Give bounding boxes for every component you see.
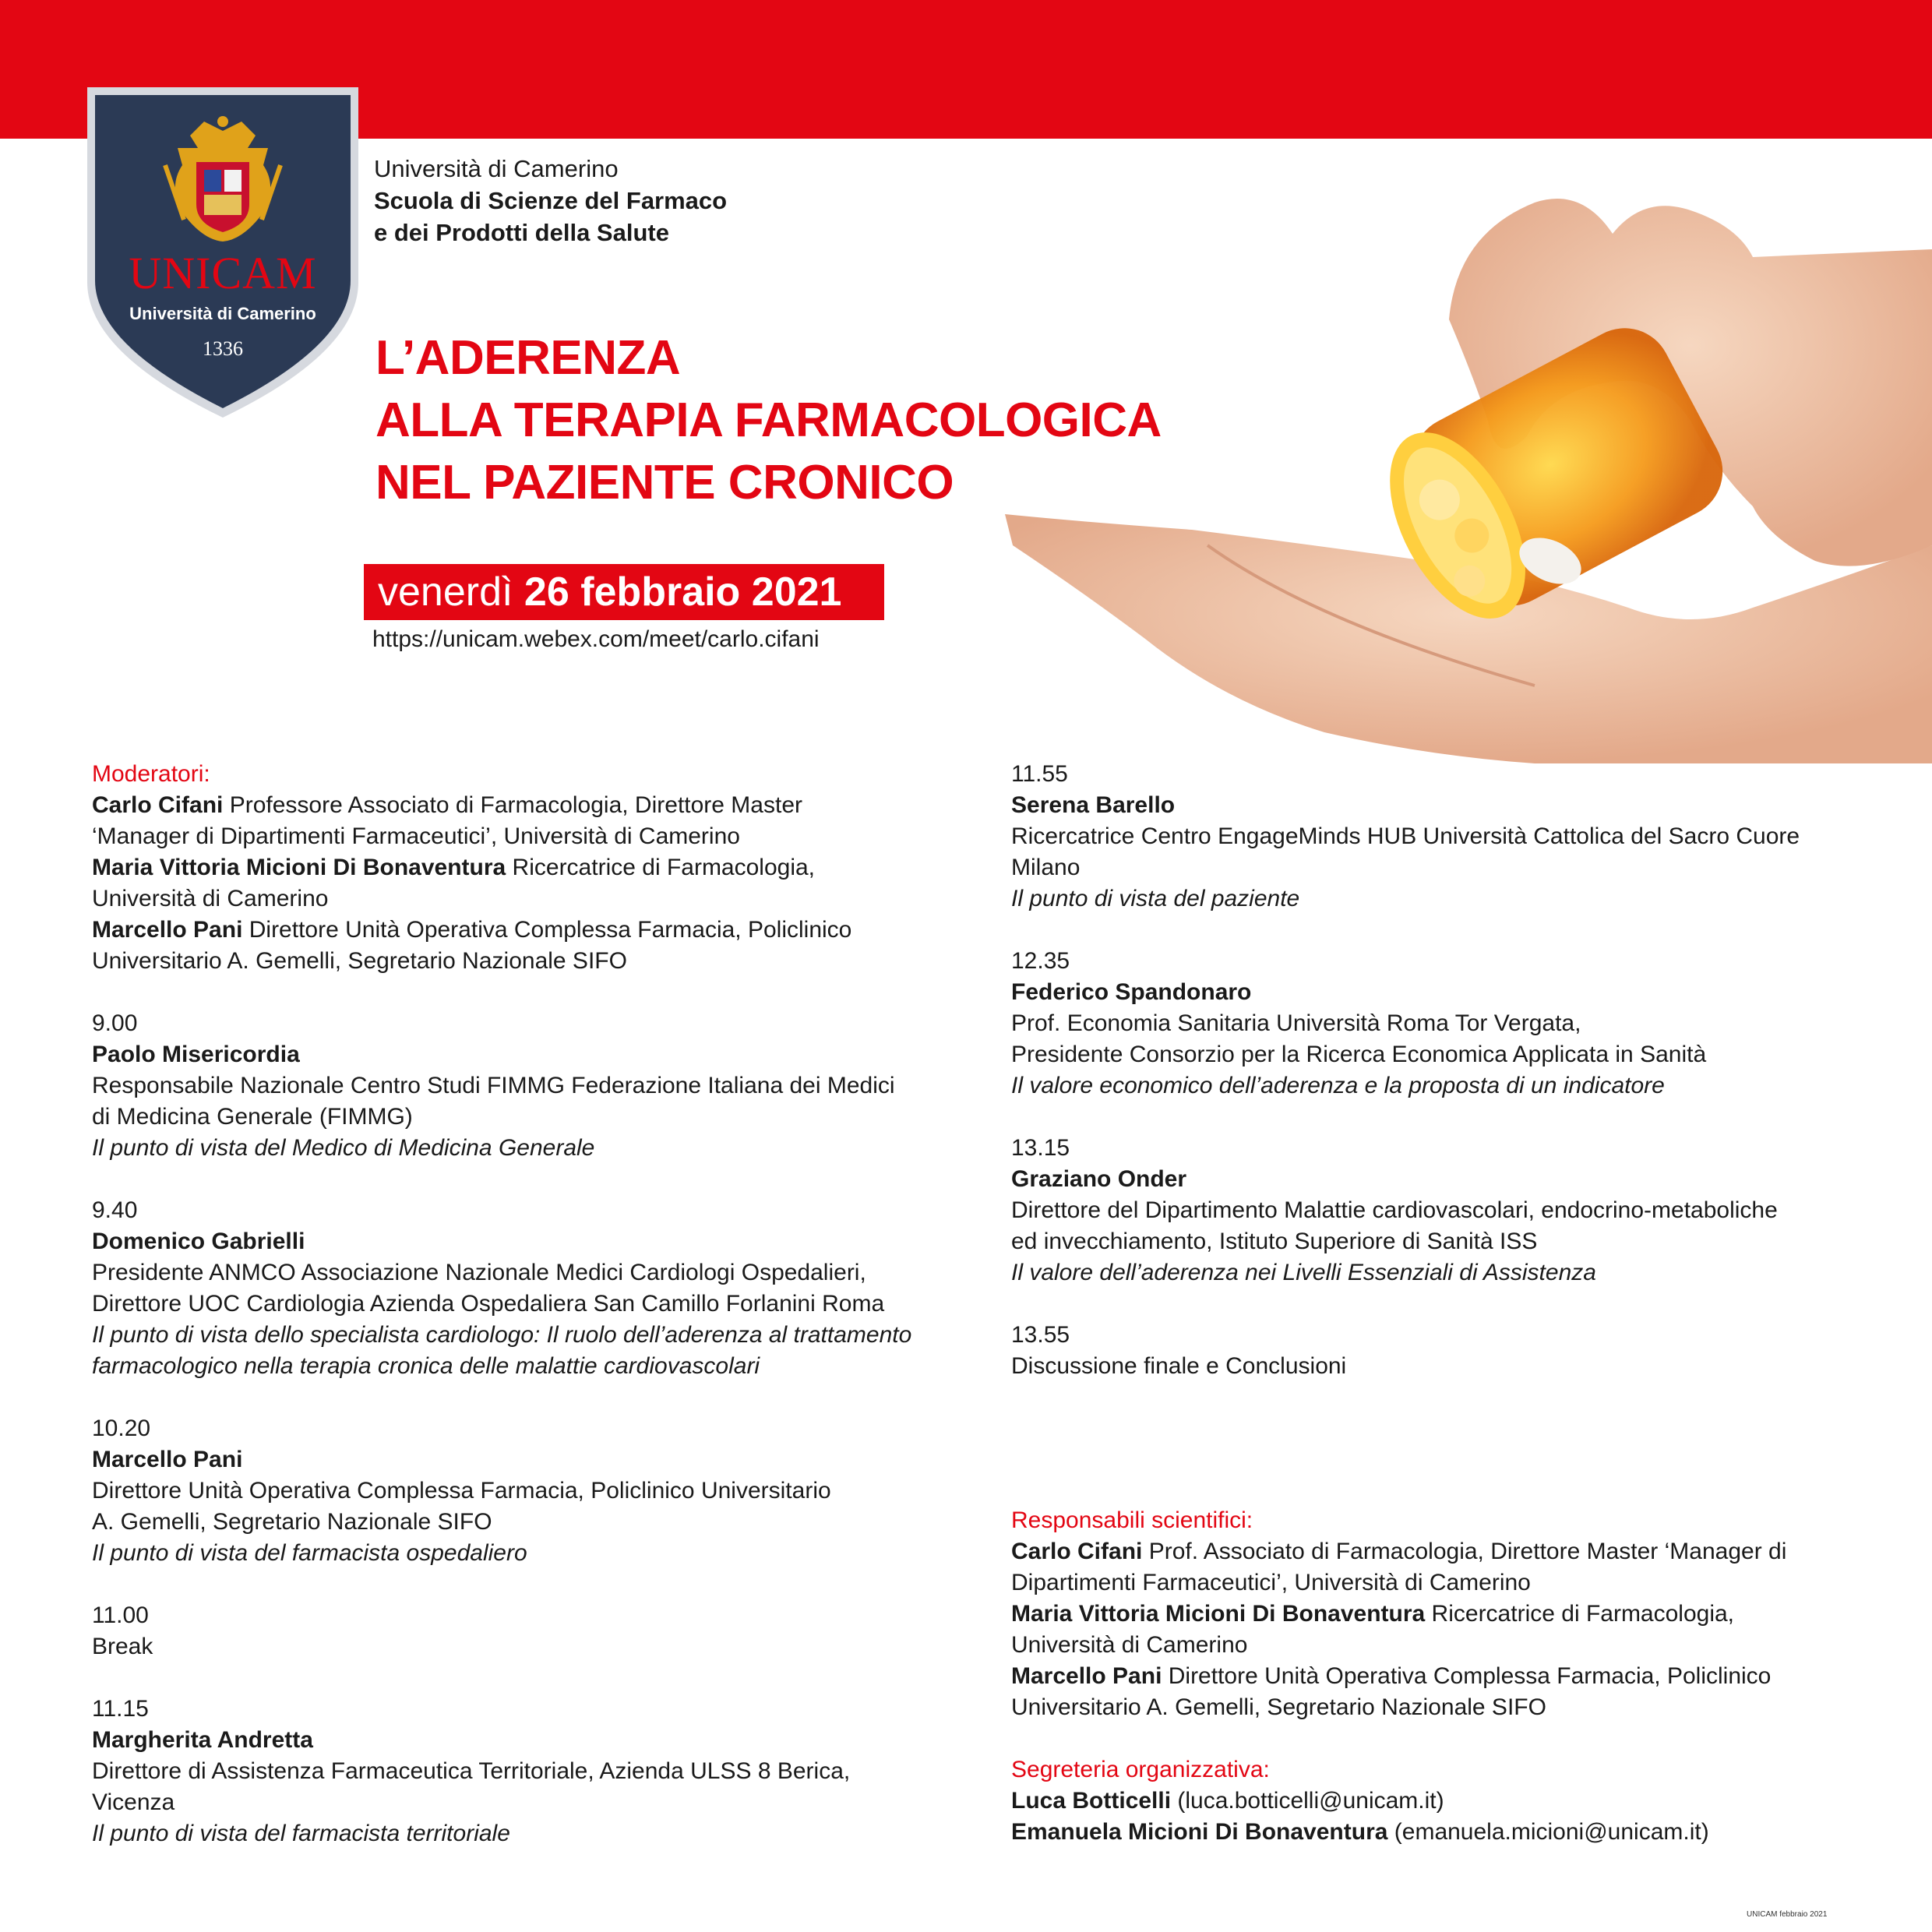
session-role: Ricercatrice Centro EngageMinds HUB Università Cattolica del Sacro Cuore <box>1011 823 1800 849</box>
session-speaker: Federico Spandonaro <box>1011 979 1252 1005</box>
scientific-2-desc-cont: Università di Camerino <box>1011 1632 1248 1658</box>
left-column <box>92 759 964 1849</box>
session-time: 11.55 <box>1011 761 1068 787</box>
session-time: 13.55 <box>1011 1322 1070 1348</box>
moderator-1 <box>92 790 964 821</box>
session-role: Prof. Economia Sanitaria Università Roma Tor Vergata, <box>1011 1010 1581 1036</box>
session-role: Vicenza <box>92 1789 175 1815</box>
session-role: Responsabile Nazionale Centro Studi FIMMG Federazione Italiana dei Medici <box>92 1073 895 1098</box>
webex-link[interactable]: https://unicam.webex.com/meet/carlo.cifani <box>372 626 820 652</box>
secretariat-1-name: Luca Botticelli <box>1011 1788 1172 1814</box>
session-role: Direttore UOC Cardiologia Azienda Ospedaliera San Camillo Forlanini Roma <box>92 1291 885 1317</box>
session-topic: Il punto di vista del farmacista territoriale <box>92 1821 510 1846</box>
session-time: 9.40 <box>92 1197 138 1223</box>
credits-column <box>1011 1505 1884 1848</box>
session-speaker: Serena Barello <box>1011 792 1176 818</box>
session-topic: Il punto di vista del paziente <box>1011 886 1300 911</box>
moderator-3-name: Marcello Pani <box>92 917 243 943</box>
session-topic: Il punto di vista del farmacista ospedaliero <box>92 1540 527 1566</box>
secretariat-2-name: Emanuela Micioni Di Bonaventura <box>1011 1819 1388 1845</box>
scientific-3 <box>1011 1661 1884 1692</box>
footer-note: UNICAM febbraio 2021 <box>1747 1910 1828 1919</box>
moderator-3-desc-cont: Universitario A. Gemelli, Segretario Nazionale SIFO <box>92 948 627 974</box>
scientific-1-desc: Prof. Associato di Farmacologia, Direttore Master ‘Manager di <box>1142 1539 1787 1564</box>
session-speaker: Graziano Onder <box>1011 1166 1187 1192</box>
date-day: venerdì <box>378 569 513 615</box>
right-column <box>1011 759 1876 1382</box>
hero-pill-bottle-image <box>989 140 1932 763</box>
scientific-1 <box>1011 1536 1884 1567</box>
scientific-1-desc-cont: Dipartimenti Farmaceutici’, Università di Camerino <box>1011 1570 1531 1595</box>
session-plain: Break <box>92 1634 153 1659</box>
moderator-1-name: Carlo Cifani <box>92 792 224 818</box>
moderator-2-desc: Ricercatrice di Farmacologia, <box>506 855 816 880</box>
moderator-1-desc: Professore Associato di Farmacologia, Direttore Master <box>223 792 802 818</box>
session-role: Milano <box>1011 855 1081 880</box>
moderator-3 <box>92 915 964 946</box>
session-time: 9.00 <box>92 1010 138 1036</box>
session-plain: Discussione finale e Conclusioni <box>1011 1353 1347 1379</box>
event-date <box>364 564 884 620</box>
session-role: Presidente Consorzio per la Ricerca Economica Applicata in Sanità <box>1011 1042 1707 1067</box>
unicam-logo <box>87 87 358 418</box>
session-role: di Medicina Generale (FIMMG) <box>92 1104 413 1130</box>
secretariat-2 <box>1011 1817 1884 1848</box>
session-time: 13.15 <box>1011 1135 1070 1161</box>
moderator-1-desc-cont: ‘Manager di Dipartimenti Farmaceutici’, Università di Camerino <box>92 823 740 849</box>
logo-year: 1336 <box>203 337 243 360</box>
logo-subtitle: Università di Camerino <box>129 304 316 323</box>
session-speaker: Paolo Misericordia <box>92 1042 300 1067</box>
school-name-line2: e dei Prodotti della Salute <box>374 219 669 246</box>
session-role: A. Gemelli, Segretario Nazionale SIFO <box>92 1509 492 1535</box>
session-time: 10.20 <box>92 1416 151 1441</box>
title-line3: NEL PAZIENTE CRONICO <box>375 456 954 509</box>
logo-name: UNICAM <box>129 248 317 298</box>
scientific-3-desc: Direttore Unità Operativa Complessa Farmacia, Policlinico <box>1162 1663 1772 1689</box>
title-line1: L’ADERENZA <box>375 331 681 385</box>
scientific-1-name: Carlo Cifani <box>1011 1539 1143 1564</box>
session-topic: Il punto di vista dello specialista cardiologo: Il ruolo dell’aderenza al trattamento <box>92 1322 912 1348</box>
session-topic: farmacologico nella terapia cronica delle malattie cardiovascolari <box>92 1353 760 1379</box>
session-role: Direttore Unità Operativa Complessa Farmacia, Policlinico Universitario <box>92 1478 831 1504</box>
date-value: 26 febbraio 2021 <box>524 569 842 615</box>
scientific-2-name: Maria Vittoria Micioni Di Bonaventura <box>1011 1601 1426 1627</box>
moderator-3-desc: Direttore Unità Operativa Complessa Farmacia, Policlinico <box>242 917 852 943</box>
session-role: Direttore del Dipartimento Malattie cardiovascolari, endocrino-metaboliche <box>1011 1197 1778 1223</box>
secretariat-1 <box>1011 1786 1884 1817</box>
session-speaker: Marcello Pani <box>92 1447 243 1472</box>
session-time: 11.15 <box>92 1696 149 1722</box>
institution-header <box>374 153 727 249</box>
scientific-3-name: Marcello Pani <box>1011 1663 1162 1689</box>
school-name-line1: Scuola di Scienze del Farmaco <box>374 187 728 214</box>
moderator-2-name: Maria Vittoria Micioni Di Bonaventura <box>92 855 506 880</box>
session-speaker: Domenico Gabrielli <box>92 1229 305 1254</box>
scientific-heading: Responsabili scientifici: <box>1011 1507 1253 1533</box>
moderator-2 <box>92 852 964 883</box>
session-role: Direttore di Assistenza Farmaceutica Territoriale, Azienda ULSS 8 Berica, <box>92 1758 851 1784</box>
moderators-heading: Moderatori: <box>92 761 210 787</box>
university-name: Università di Camerino <box>374 155 619 182</box>
session-topic: Il punto di vista del Medico di Medicina Generale <box>92 1135 595 1161</box>
secretariat-heading: Segreteria organizzativa: <box>1011 1757 1270 1782</box>
scientific-2 <box>1011 1599 1884 1630</box>
secretariat-2-email[interactable]: (emanuela.micioni@unicam.it) <box>1387 1819 1709 1845</box>
session-role: ed invecchiamento, Istituto Superiore di Sanità ISS <box>1011 1229 1538 1254</box>
session-speaker: Margherita Andretta <box>92 1727 313 1753</box>
moderator-2-desc-cont: Università di Camerino <box>92 886 329 911</box>
scientific-2-desc: Ricercatrice di Farmacologia, <box>1425 1601 1735 1627</box>
secretariat-1-email[interactable]: (luca.botticelli@unicam.it) <box>1171 1788 1444 1814</box>
session-time: 11.00 <box>92 1602 149 1628</box>
scientific-3-desc-cont: Universitario A. Gemelli, Segretario Nazionale SIFO <box>1011 1694 1546 1720</box>
session-time: 12.35 <box>1011 948 1070 974</box>
session-topic: Il valore economico dell’aderenza e la proposta di un indicatore <box>1011 1073 1665 1098</box>
session-role: Presidente ANMCO Associazione Nazionale Medici Cardiologi Ospedalieri, <box>92 1260 866 1285</box>
title-line2: ALLA TERAPIA FARMACOLOGICA <box>375 393 1162 447</box>
session-topic: Il valore dell’aderenza nei Livelli Essenziali di Assistenza <box>1011 1260 1596 1285</box>
